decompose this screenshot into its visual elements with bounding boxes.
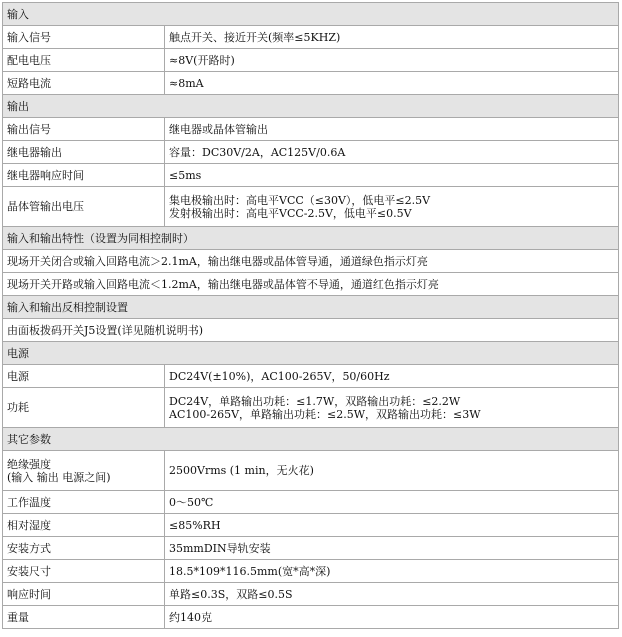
spec-label — [3, 451, 165, 491]
full-width-cell: 现场开关开路或输入回路电流＜1.2mA，输出继电器或晶体管不导通，通道红色指示灯亮 — [3, 273, 619, 296]
spec-table-body — [3, 3, 619, 629]
spec-value: ≤5ms — [165, 164, 619, 187]
spec-label-line: (输入 输出 电源之间) — [7, 470, 111, 484]
section-header-row — [3, 342, 619, 365]
full-width-cell: 由面板拨码开关J5设置(详见随机说明书) — [3, 319, 619, 342]
spec-row — [3, 72, 619, 95]
section-header: 电源 — [3, 342, 619, 365]
spec-row — [3, 491, 619, 514]
section-header: 输入和输出特性（设置为同相控制时） — [3, 227, 619, 250]
spec-label: 功耗 — [3, 388, 165, 428]
spec-value: 0～50℃ — [165, 491, 619, 514]
spec-label: 短路电流 — [3, 72, 165, 95]
spec-value — [165, 187, 619, 227]
section-header-row — [3, 428, 619, 451]
spec-value-line: 发射极输出时：高电平VCC-2.5V，低电平≤0.5V — [169, 206, 412, 220]
spec-label: 安装尺寸 — [3, 560, 165, 583]
spec-label-line: 绝缘强度 — [7, 457, 51, 471]
section-header-row — [3, 296, 619, 319]
spec-value: 2500Vrms (1 min，无火花) — [165, 451, 619, 491]
section-header: 其它参数 — [3, 428, 619, 451]
spec-label: 响应时间 — [3, 583, 165, 606]
spec-row — [3, 49, 619, 72]
spec-value: ≤85%RH — [165, 514, 619, 537]
spec-label: 安装方式 — [3, 537, 165, 560]
spec-label: 继电器输出 — [3, 141, 165, 164]
spec-row — [3, 26, 619, 49]
spec-row — [3, 141, 619, 164]
spec-label: 相对湿度 — [3, 514, 165, 537]
spec-label: 输出信号 — [3, 118, 165, 141]
section-header: 输出 — [3, 95, 619, 118]
spec-row — [3, 537, 619, 560]
spec-table — [2, 2, 619, 629]
spec-value: ≈8mA — [165, 72, 619, 95]
spec-row — [3, 187, 619, 227]
spec-value: 35mmDIN导轨安装 — [165, 537, 619, 560]
spec-value: 单路≤0.3S，双路≤0.5S — [165, 583, 619, 606]
spec-row — [3, 388, 619, 428]
spec-value: 18.5*109*116.5mm(宽*高*深) — [165, 560, 619, 583]
spec-row — [3, 583, 619, 606]
full-width-cell: 现场开关闭合或输入回路电流＞2.1mA，输出继电器或晶体管导通，通道绿色指示灯亮 — [3, 250, 619, 273]
section-header-row — [3, 3, 619, 26]
full-width-row — [3, 250, 619, 273]
spec-label: 输入信号 — [3, 26, 165, 49]
spec-value — [165, 388, 619, 428]
spec-value-line: 集电极输出时：高电平VCC（≤30V），低电平≤2.5V — [169, 193, 431, 207]
spec-label: 电源 — [3, 365, 165, 388]
section-header: 输入 — [3, 3, 619, 26]
spec-value: 约140克 — [165, 606, 619, 629]
spec-value-line: AC100-265V，单路输出功耗：≤2.5W，双路输出功耗：≤3W — [169, 407, 481, 421]
spec-row — [3, 451, 619, 491]
spec-label: 配电电压 — [3, 49, 165, 72]
section-header: 输入和输出反相控制设置 — [3, 296, 619, 319]
spec-row — [3, 365, 619, 388]
spec-row — [3, 164, 619, 187]
full-width-row — [3, 319, 619, 342]
spec-label: 工作温度 — [3, 491, 165, 514]
spec-row — [3, 514, 619, 537]
full-width-row — [3, 273, 619, 296]
section-header-row — [3, 95, 619, 118]
spec-label: 重量 — [3, 606, 165, 629]
spec-label: 继电器响应时间 — [3, 164, 165, 187]
spec-value: DC24V(±10%)，AC100-265V，50/60Hz — [165, 365, 619, 388]
spec-value: 触点开关、接近开关(频率≤5KHZ) — [165, 26, 619, 49]
spec-value: ≈8V(开路时) — [165, 49, 619, 72]
spec-row — [3, 118, 619, 141]
spec-row — [3, 606, 619, 629]
spec-label: 晶体管输出电压 — [3, 187, 165, 227]
spec-value: 容量：DC30V/2A，AC125V/0.6A — [165, 141, 619, 164]
spec-row — [3, 560, 619, 583]
section-header-row — [3, 227, 619, 250]
spec-value: 继电器或晶体管输出 — [165, 118, 619, 141]
spec-value-line: DC24V，单路输出功耗：≤1.7W，双路输出功耗：≤2.2W — [169, 394, 461, 408]
